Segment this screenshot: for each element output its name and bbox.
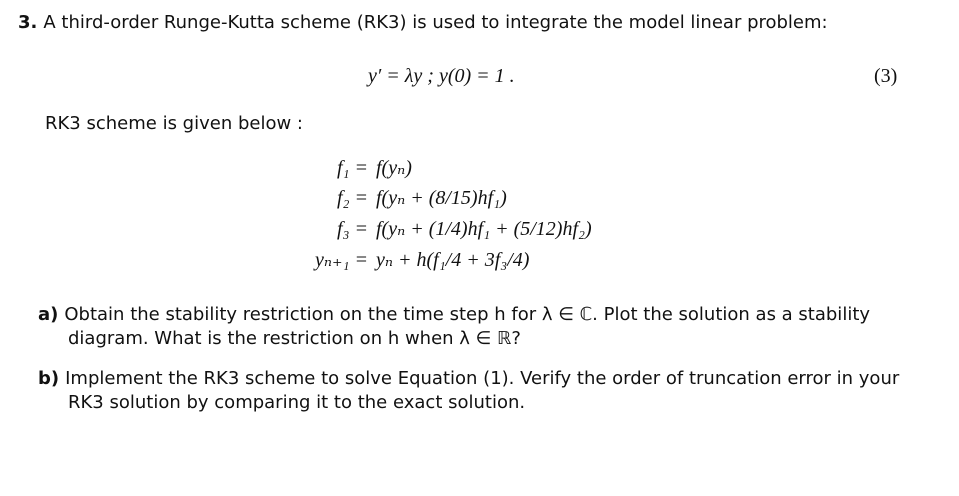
scheme-label: RK3 scheme is given below : xyxy=(45,113,303,134)
scheme-lhs: yₙ₊₁ = xyxy=(315,249,368,271)
question-intro: A third-order Runge-Kutta scheme (RK3) is used to integrate the model linear problem: xyxy=(43,12,828,33)
part-marker: a) xyxy=(38,304,59,325)
part-text-line1: Obtain the stability restriction on the time step h for λ ∈ ℂ. Plot the solution as a stability xyxy=(64,304,871,325)
scheme-equation-f3 xyxy=(300,216,780,242)
scheme-rhs: f(yₙ + (8/15)hf₁) xyxy=(376,187,507,209)
scheme-rhs: yₙ + h(f₁/4 + 3f₃/4) xyxy=(376,249,530,271)
part-text-line2: diagram. What is the restriction on h when λ ∈ ℝ? xyxy=(68,328,521,349)
part-marker: b) xyxy=(38,368,60,389)
scheme-rhs: f(yₙ + (1/4)hf₁ + (5/12)hf₂) xyxy=(376,218,592,240)
scheme-lhs: f₁ = xyxy=(336,157,368,179)
model-equation: y′ = λy ; y(0) = 1 . xyxy=(368,65,515,87)
question-number: 3. xyxy=(18,12,38,33)
equation-number: (3) xyxy=(874,65,898,87)
scheme-rhs: f(yₙ) xyxy=(376,157,412,179)
scheme-equation-f2 xyxy=(300,185,780,211)
part-b xyxy=(38,367,938,415)
scheme-equation-update xyxy=(300,247,780,273)
question-heading xyxy=(18,11,828,35)
part-a xyxy=(38,303,938,351)
scheme-equation-f1 xyxy=(300,155,780,181)
scheme-lhs: f₃ = xyxy=(336,218,368,240)
part-text-line2: RK3 solution by comparing it to the exact solution. xyxy=(68,392,526,413)
part-text-line1: Implement the RK3 scheme to solve Equation (1). Verify the order of truncation error in your xyxy=(65,368,900,389)
scheme-lhs: f₂ = xyxy=(336,187,368,209)
